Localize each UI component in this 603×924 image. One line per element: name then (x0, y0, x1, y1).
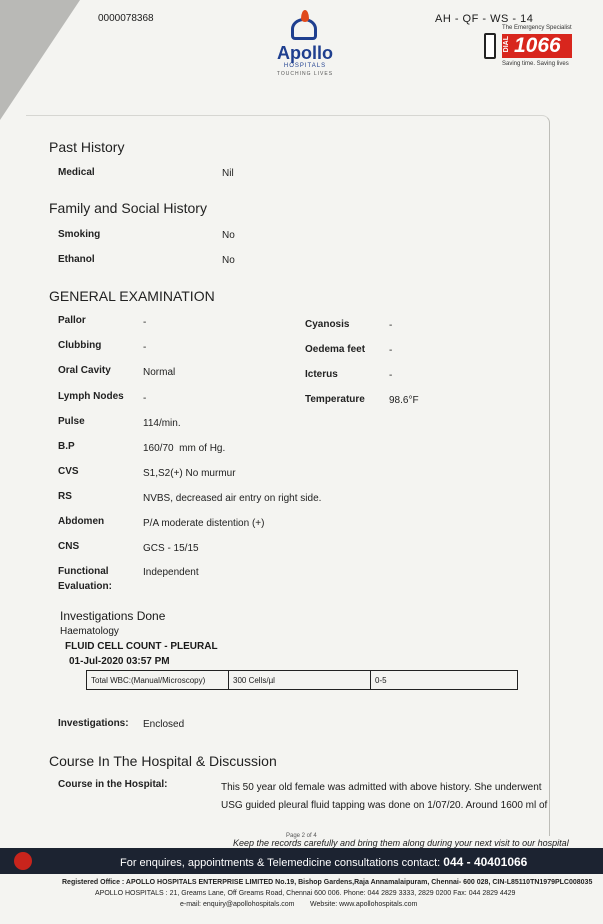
exam-label-pulse: Pulse (58, 416, 85, 427)
course-text-line-1: This 50 year old female was admitted with above history. She underwent (221, 782, 542, 793)
exam-label-pallor: Pallor (58, 315, 86, 326)
emergency-dial-badge (484, 27, 574, 72)
exam-value-oedema-feet: - (389, 345, 393, 356)
exam-value-cns: GCS - 15/15 (143, 543, 199, 554)
exam-label-rs: RS (58, 491, 72, 502)
smoking-label: Smoking (58, 229, 101, 240)
exam-label-cvs: CVS (58, 466, 79, 477)
wbc-test-cell: Total WBC:(Manual/Microscopy) (87, 671, 229, 689)
course-label: Course in the Hospital: (58, 779, 168, 790)
logo-tagline: TOUCHING LIVES (276, 71, 334, 77)
footer-contact (120, 855, 527, 869)
exam-value-cvs: S1,S2(+) No murmur (143, 468, 236, 479)
exam-value-functional: Independent (143, 567, 199, 578)
investigation-test-name: FLUID CELL COUNT - PLEURAL (65, 641, 218, 652)
medical-value: Nil (222, 168, 234, 179)
smoking-value: No (222, 230, 235, 241)
past-history-title: Past History (49, 139, 125, 155)
exam-label-temperature: Temperature (305, 394, 365, 405)
wbc-range-cell: 0-5 (375, 676, 387, 685)
exam-value-lymph-nodes: - (143, 393, 147, 404)
exam-value-abdomen: P/A moderate distention (+) (143, 518, 265, 529)
dial-word: DIAL (503, 36, 510, 53)
exam-value-rs: NVBS, decreased air entry on right side. (143, 493, 322, 504)
footer-contact-bar (0, 848, 603, 874)
apollo-logo-icon (291, 18, 319, 42)
dial-label (502, 34, 572, 58)
logo-brand: Apollo (277, 43, 333, 63)
exam-label-abdomen: Abdomen (58, 516, 105, 527)
exam-label-cyanosis: Cyanosis (305, 319, 350, 330)
exam-value-bp: 160/70 mm of Hg. (143, 443, 226, 454)
exam-label-icterus: Icterus (305, 369, 338, 380)
exam-value-oral-cavity: Normal (143, 367, 176, 378)
ethanol-label: Ethanol (58, 254, 95, 265)
contact-email-website-line: e-mail: enquiry@apollohospitals.com Website: www.apollohospitals.com (180, 901, 418, 908)
investigation-datetime: 01-Jul-2020 03:57 PM (69, 656, 170, 667)
footer-contact-text: For enquires, appointments & Telemedicine consultations contact: (120, 857, 441, 869)
investigations-category: Haematology (60, 626, 119, 637)
ethanol-value: No (222, 255, 235, 266)
footer-note: Keep the records carefully and bring them along during your next visit to our hospital (233, 838, 569, 848)
investigations-enclosed-value: Enclosed (143, 719, 185, 730)
exam-label-evaluation: Evaluation: (58, 581, 112, 592)
wbc-result-table (86, 670, 518, 690)
investigations-title: Investigations Done (60, 609, 166, 623)
form-code: AH - QF - WS - 14 (435, 13, 534, 25)
exam-value-clubbing: - (143, 342, 147, 353)
folded-corner (0, 0, 80, 120)
general-exam-title: GENERAL EXAMINATION (49, 288, 215, 304)
phone-icon (484, 33, 496, 59)
exam-value-icterus: - (389, 370, 393, 381)
logo-sub: HOSPITALS (283, 63, 327, 69)
exam-value-temperature: 98.6°F (389, 395, 419, 406)
family-social-title: Family and Social History (49, 200, 207, 216)
exam-label-bp: B.P (58, 441, 75, 452)
exam-value-cyanosis: - (389, 320, 393, 331)
exam-label-functional: Functional (58, 566, 109, 577)
dial-specialist: The Emergency Specialist (502, 25, 572, 31)
exam-label-clubbing: Clubbing (58, 340, 102, 351)
exam-label-oral-cavity: Oral Cavity (58, 365, 111, 376)
course-title: Course In The Hospital & Discussion (49, 753, 277, 769)
hospital-address-line: APOLLO HOSPITALS : 21, Greams Lane, Off Greams Road, Chennai 600 006. Phone: 044 2829 3333, 2829 0200 Fax: 044 2829 4429 (95, 890, 516, 897)
footer-contact-number: 044 - 40401066 (443, 855, 528, 869)
document-number: 0000078368 (98, 13, 154, 24)
exam-label-lymph-nodes: Lymph Nodes (58, 391, 124, 402)
investigations-enclosed-label: Investigations: (58, 718, 129, 729)
apollo-logo (270, 18, 340, 78)
wbc-result-cell: 300 Cells/µl (229, 671, 371, 689)
exam-value-pallor: - (143, 317, 147, 328)
exam-label-cns: CNS (58, 541, 80, 552)
apollo-seal-icon (14, 852, 32, 870)
page-number: Page 2 of 4 (286, 833, 317, 839)
exam-label-oedema-feet: Oedema feet (305, 344, 366, 355)
registered-office-line: Registered Office : APOLLO HOSPITALS ENTERPRISE LIMITED No.19, Bishop Gardens,Raja Annamalaipuram, Chennai- 600 028, CIN-L85110TN1979PLC008035 (62, 879, 593, 886)
dial-slogan: Saving time. Saving lives (502, 61, 569, 67)
exam-value-pulse: 114/min. (143, 418, 181, 429)
medical-label: Medical (58, 167, 95, 178)
course-text-line-2: USG guided pleural fluid tapping was done on 1/07/20. Around 1600 ml of (221, 800, 548, 811)
dial-number: 1066 (514, 34, 561, 57)
